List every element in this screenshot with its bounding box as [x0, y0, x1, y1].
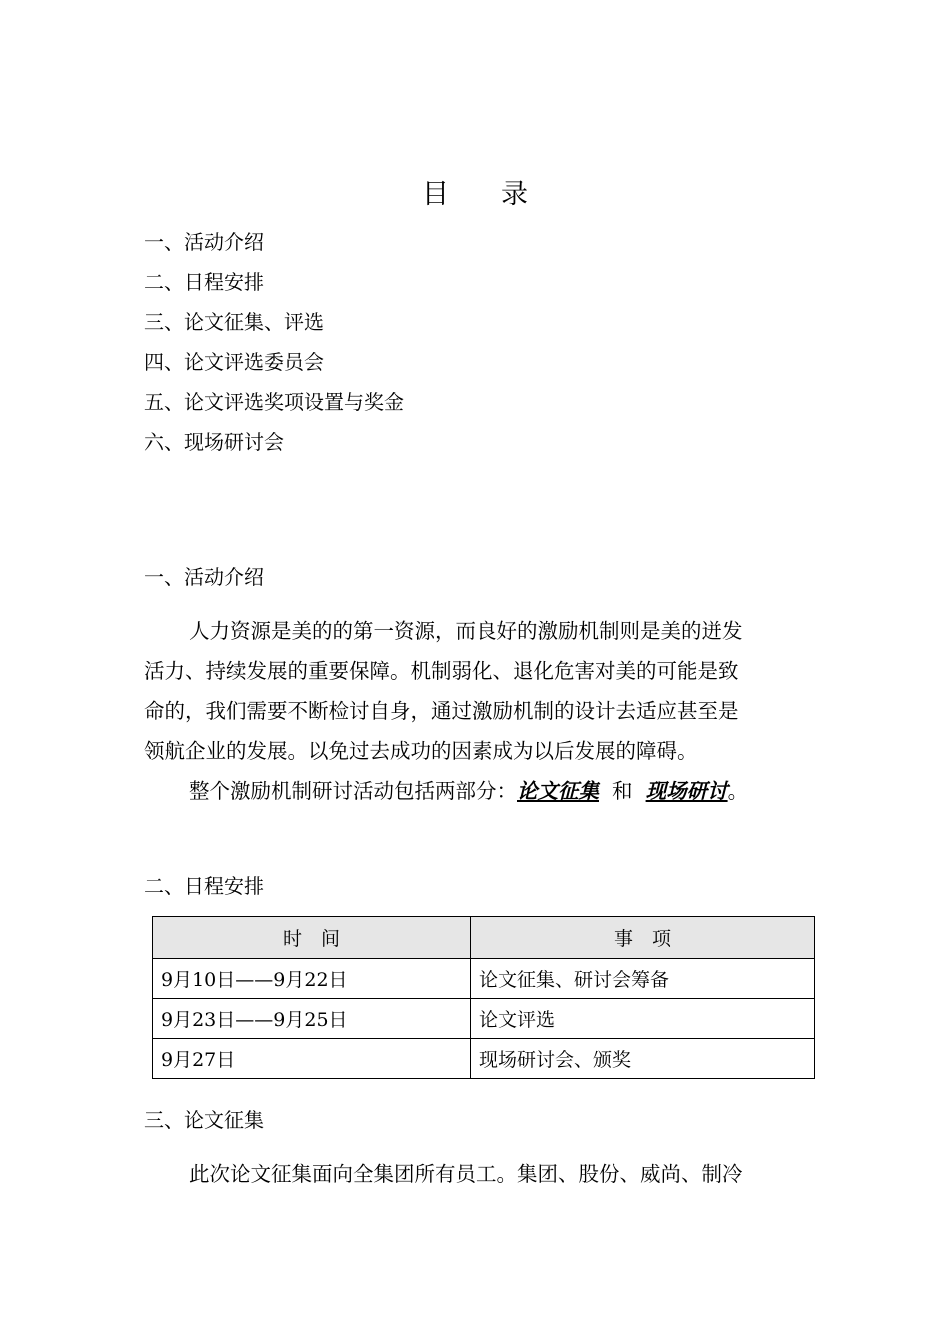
- table-header-time: 时 间: [153, 917, 471, 959]
- link-paper-collection[interactable]: 论文征集: [517, 779, 599, 803]
- table-cell-time: 9月10日——9月22日: [153, 959, 471, 999]
- toc-item[interactable]: 一、活动介绍: [144, 230, 264, 254]
- intro-line: 命的，我们需要不断检讨自身，通过激励机制的设计去适应甚至是: [144, 699, 739, 723]
- intro-parts-and: 和: [612, 779, 633, 803]
- toc-item[interactable]: 二、日程安排: [144, 270, 264, 294]
- intro-parts-suffix: 。: [727, 779, 749, 803]
- table-cell-time: 9月23日——9月25日: [153, 999, 471, 1039]
- link-onsite-seminar[interactable]: 现场研讨: [645, 779, 728, 803]
- toc-item[interactable]: 六、现场研讨会: [144, 430, 284, 454]
- section-heading-intro: 一、活动介绍: [144, 565, 264, 589]
- schedule-table: [152, 916, 815, 1079]
- intro-line: 领航企业的发展。以免过去成功的因素成为以后发展的障碍。: [144, 739, 698, 763]
- intro-parts-prefix: 整个激励机制研讨活动包括两部分：: [189, 779, 517, 803]
- collection-paragraph: [144, 1154, 809, 1194]
- table-header-item: 事 项: [471, 917, 815, 959]
- table-cell-time: 9月27日: [153, 1039, 471, 1079]
- table-cell-item: 论文评选: [471, 999, 815, 1039]
- table-cell-item: 论文征集、研讨会筹备: [471, 959, 815, 999]
- toc-title-right: 录: [501, 179, 528, 210]
- table-row: [153, 999, 815, 1039]
- intro-line: 活力、持续发展的重要保障。机制弱化、退化危害对美的可能是致: [144, 659, 739, 683]
- intro-paragraph: [144, 611, 809, 811]
- table-cell-item: 现场研讨会、颁奖: [471, 1039, 815, 1079]
- collection-line: 此次论文征集面向全集团所有员工。集团、股份、威尚、制冷: [189, 1162, 743, 1186]
- table-row: [153, 1039, 815, 1079]
- intro-parts-line: [144, 771, 809, 811]
- toc-title: [0, 172, 950, 211]
- toc-item[interactable]: 五、论文评选奖项设置与奖金: [144, 390, 404, 414]
- toc-title-left: 目: [422, 179, 449, 210]
- toc-item[interactable]: 三、论文征集、评选: [144, 310, 324, 334]
- section-heading-schedule: 二、日程安排: [144, 874, 264, 898]
- intro-line: 人力资源是美的的第一资源，而良好的激励机制则是美的迸发: [189, 619, 743, 643]
- toc-item[interactable]: 四、论文评选委员会: [144, 350, 324, 374]
- section-heading-collection: 三、论文征集: [144, 1108, 264, 1132]
- table-row: [153, 959, 815, 999]
- table-header-row: [153, 917, 815, 959]
